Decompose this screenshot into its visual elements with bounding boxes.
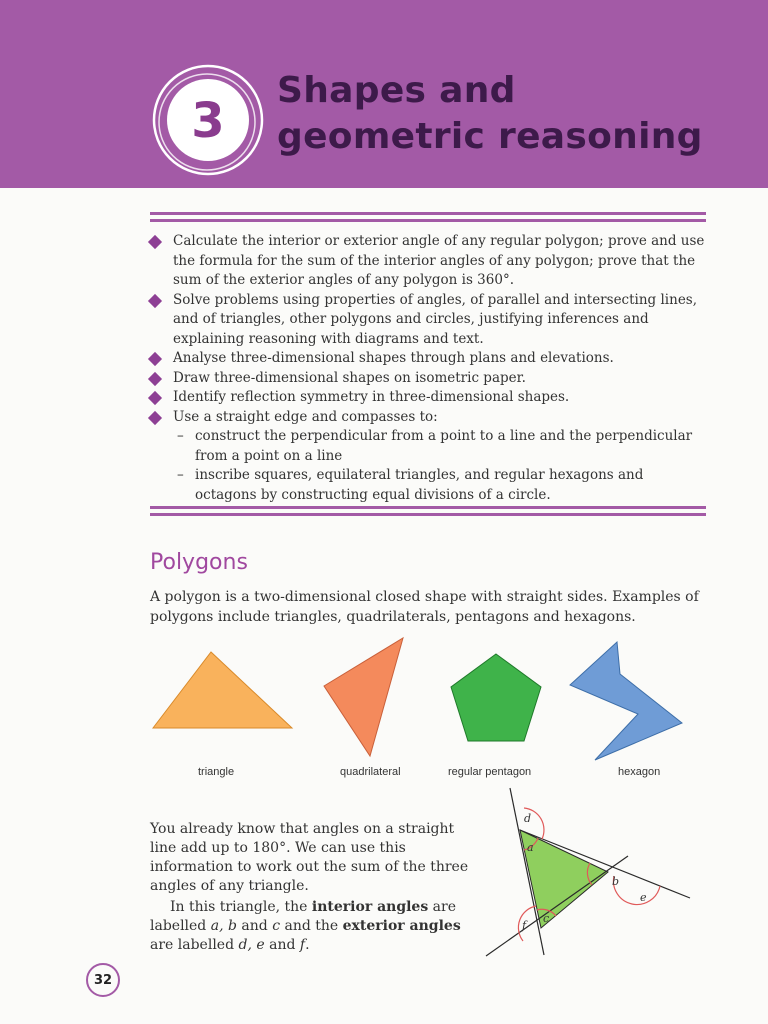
sub-objective-text: inscribe squares, equilateral triangles, and regular hexagons and octagons by constructing equal divisions of a circle. bbox=[195, 467, 644, 503]
objective-item bbox=[150, 349, 706, 369]
objective-item bbox=[150, 232, 706, 291]
hexagon-label: hexagon bbox=[618, 766, 661, 778]
objective-item bbox=[150, 369, 706, 389]
diamond-bullet-icon bbox=[148, 235, 162, 249]
diamond-bullet-icon bbox=[148, 371, 162, 385]
body-paragraph-1: You already know that angles on a straight line add up to 180°. We can use this information to work out the sum of the three angles of any triangle. bbox=[150, 821, 469, 894]
hexagon-shape bbox=[570, 642, 682, 760]
objective-text: Identify reflection symmetry in three-dimensional shapes. bbox=[173, 389, 570, 405]
chapter-title-line1: Shapes and bbox=[277, 70, 516, 111]
sub-objective-item bbox=[173, 466, 706, 505]
angle-c-label: c bbox=[543, 912, 550, 925]
objective-text: Draw three-dimensional shapes on isometric paper. bbox=[173, 369, 526, 386]
triangle-shape bbox=[153, 652, 292, 728]
objective-text: Solve problems using properties of angles, of parallel and intersecting lines, and of triangles, other polygons and circles, justifying inferences and explaining reasoning with diagrams and text. bbox=[173, 291, 698, 347]
objective-text: Use a straight edge and compasses to: bbox=[173, 408, 438, 425]
objective-text: Calculate the interior or exterior angle of any regular polygon; prove and use the formula for the sum of the interior angles of any polygon; prove that the sum of the exterior angles of any polygon is 360°. bbox=[173, 233, 705, 288]
diamond-bullet-icon bbox=[148, 410, 162, 424]
dash-bullet-icon: – bbox=[177, 467, 184, 483]
quadrilateral-label: quadrilateral bbox=[340, 766, 401, 778]
chapter-number: 3 bbox=[191, 93, 225, 149]
page-number: 32 bbox=[86, 963, 120, 997]
angle-a-label: a bbox=[527, 841, 534, 854]
angle-e-label: e bbox=[640, 891, 647, 904]
diamond-bullet-icon bbox=[148, 391, 162, 405]
angle-b-label: b bbox=[612, 875, 620, 888]
objective-item bbox=[150, 291, 706, 350]
angle-e-arc bbox=[613, 876, 660, 905]
sub-objective-item bbox=[173, 427, 706, 466]
objectives-bottom-rule bbox=[150, 506, 706, 516]
angle-d-label: d bbox=[524, 812, 532, 825]
body-paragraph-2: In this triangle, the interior angles are labelled a, b and c and the exterior angles are labelled d, e and f. bbox=[150, 899, 461, 953]
objective-text: Analyse three-dimensional shapes through plans and elevations. bbox=[173, 350, 614, 366]
chapter-number-badge bbox=[150, 62, 266, 178]
objective-sublist bbox=[173, 427, 706, 505]
triangle-angle-diagram bbox=[478, 780, 718, 970]
objective-item bbox=[150, 408, 706, 506]
diamond-bullet-icon bbox=[148, 293, 162, 307]
dash-bullet-icon: – bbox=[177, 428, 184, 444]
objectives-top-rule bbox=[150, 212, 706, 222]
triangle-label: triangle bbox=[198, 766, 235, 778]
chapter-title-line2: geometric reasoning bbox=[277, 116, 703, 157]
objective-item bbox=[150, 388, 706, 408]
polygon-examples bbox=[140, 630, 710, 770]
objectives-list bbox=[150, 232, 706, 505]
sub-objective-text: construct the perpendicular from a point to a line and the perpendicular from a point on a line bbox=[195, 428, 693, 464]
diamond-bullet-icon bbox=[148, 352, 162, 366]
regular-pentagon-shape bbox=[451, 654, 541, 741]
section-intro: A polygon is a two-dimensional closed shape with straight sides. Examples of polygons include triangles, quadrilaterals, pentagons and hexagons. bbox=[150, 589, 699, 625]
section-heading: Polygons bbox=[150, 550, 248, 575]
chapter-title bbox=[277, 68, 703, 160]
angle-f-label: f bbox=[522, 919, 527, 932]
quadrilateral-shape bbox=[324, 638, 403, 756]
regular-pentagon-label: regular pentagon bbox=[448, 766, 532, 778]
